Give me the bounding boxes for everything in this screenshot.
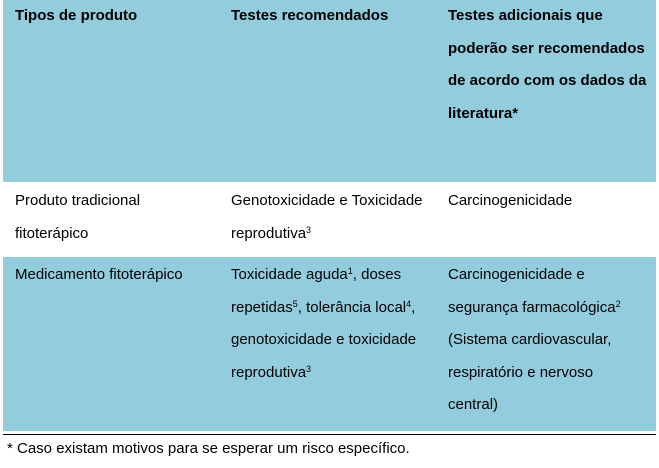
cell-text: , genotoxicidade e toxicidade reprodutiva — [231, 298, 417, 381]
footnote-ref: 3 — [306, 224, 312, 235]
cell-text: , tolerância local — [297, 298, 407, 316]
cell-text: Carcinogenicidade — [448, 192, 573, 209]
table-row — [3, 257, 656, 431]
cell-text: (Sistema cardiovascular, respiratório e nervoso central) — [448, 331, 612, 414]
cell-text: Toxicidade aguda — [231, 266, 348, 283]
footnote-ref: 4 — [406, 298, 412, 309]
cell-text: Carcinogenicidade e segurança farmacológica — [448, 266, 616, 316]
cell-text: Genotoxicidade e Toxicidade reprodutiva — [231, 192, 423, 242]
product-tests-table — [3, 0, 656, 431]
cell-additional-tests — [436, 182, 656, 257]
footnote-ref: 5 — [292, 298, 298, 309]
footnote-ref: 2 — [615, 298, 621, 309]
cell-product-type: Produto tradicional fitoterápico — [15, 192, 141, 242]
footnote: * Caso existam motivos para se esperar um risco específico. — [7, 440, 410, 457]
cell-text: , doses repetidas — [231, 266, 402, 316]
cell-product-type: Medicamento fitoterápico — [15, 266, 183, 283]
header-recommended-tests: Testes recomendados — [231, 7, 389, 24]
cell-recommended-tests — [219, 257, 436, 431]
table-bottom-rule — [3, 434, 656, 435]
cell-recommended-tests — [219, 182, 436, 257]
footnote-ref: 1 — [347, 266, 353, 277]
header-additional-tests: Testes adicionais que poderão ser recomendados de acordo com os dados da literatura* — [448, 7, 647, 122]
table-row — [3, 182, 656, 257]
footnote-ref: 3 — [306, 363, 312, 374]
header-product-type: Tipos de produto — [15, 7, 138, 24]
table-header-row — [3, 0, 656, 182]
cell-additional-tests — [436, 257, 656, 431]
product-tests-table-container — [3, 0, 656, 431]
